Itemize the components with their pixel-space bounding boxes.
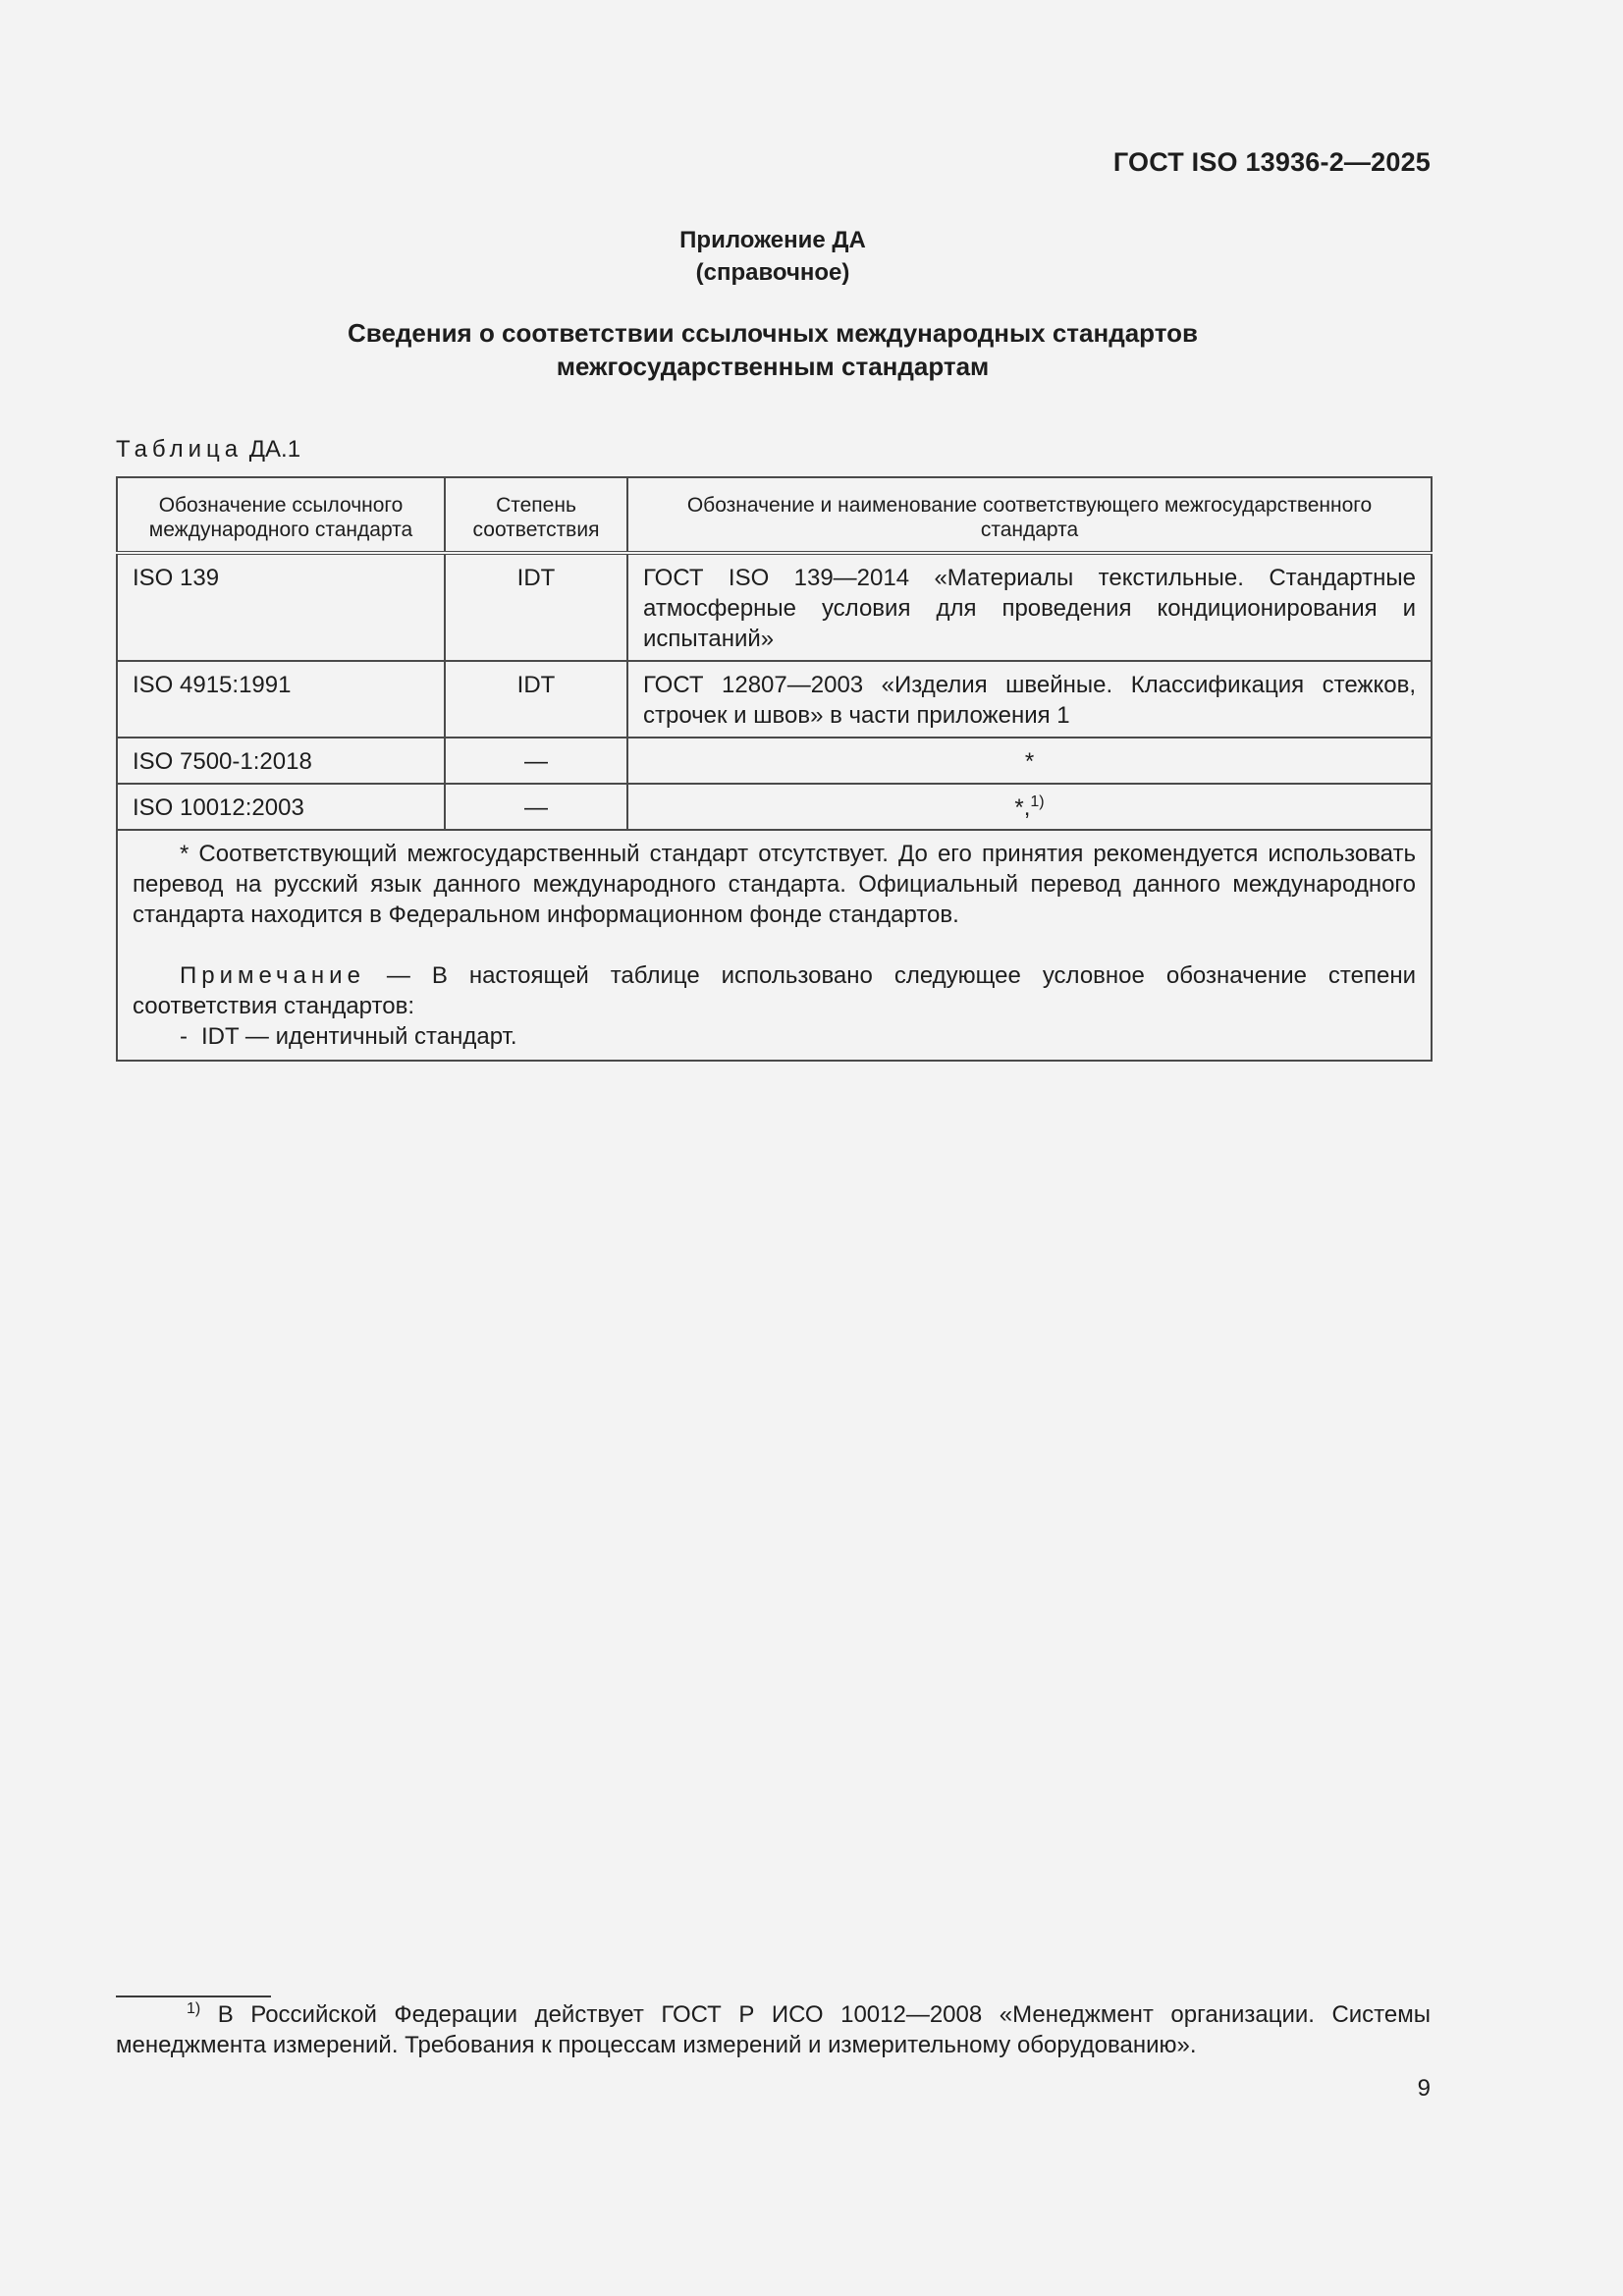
- header-international-standard: Обозначение ссылочного международного стандарта: [117, 477, 445, 553]
- cell-degree: IDT: [445, 553, 627, 661]
- section-title: [116, 316, 1430, 383]
- footnote-marker: 1): [187, 2000, 201, 2017]
- asterisk-note: * Соответствующий межгосударственный стандарт отсутствует. До его принятия рекомендуется использовать перевод на русский язык данного международного стандарта. Официальный перевод данного международного стандарта находится в Федеральном информационном фонде стандартов.: [133, 841, 1416, 928]
- cell-equivalent: ГОСТ ISO 139—2014 «Материалы текстильные. Стандартные атмосферные условия для проведения кондиционирования и испытаний»: [627, 553, 1432, 661]
- remark-label: Примечание: [180, 962, 365, 989]
- table-notes: [117, 830, 1432, 1061]
- header-degree: Степень соответствия: [445, 477, 627, 553]
- remark-text: — В настоящей таблице использовано следующее условное обозначение степени соответствия стандартов:: [133, 962, 1416, 1019]
- table-caption: [116, 436, 300, 464]
- cell-degree: —: [445, 738, 627, 784]
- appendix-heading: [116, 224, 1430, 289]
- cell-equivalent: ГОСТ 12807—2003 «Изделия швейные. Классификация стежков, строчек и швов» в части приложения 1: [627, 661, 1432, 738]
- footnote-text: В Российской Федерации действует ГОСТ Р ИСО 10012—2008 «Менеджмент организации. Системы менеджмента измерений. Требования к процессам измерений и измерительному оборудованию».: [116, 2001, 1431, 2058]
- appendix-title: Приложение ДА: [679, 227, 866, 253]
- legend-dash: -: [180, 1023, 188, 1050]
- section-title-line-1: Сведения о соответствии ссылочных международных стандартов: [348, 318, 1198, 348]
- footnote-separator: [116, 1995, 271, 1997]
- cell-standard: ISO 10012:2003: [117, 784, 445, 830]
- page-number: 9: [1417, 2075, 1431, 2102]
- table-row: [117, 784, 1432, 830]
- table-remark: [133, 960, 1416, 1021]
- cell-standard: ISO 7500-1:2018: [117, 738, 445, 784]
- cell-equivalent: *: [627, 738, 1432, 784]
- footnote: [116, 1999, 1431, 2060]
- table-caption-word: Таблица: [116, 436, 243, 463]
- cell-standard: ISO 4915:1991: [117, 661, 445, 738]
- appendix-subtitle: (справочное): [695, 259, 850, 286]
- cell-equivalent: [627, 784, 1432, 830]
- cell-degree: IDT: [445, 661, 627, 738]
- cell-standard: ISO 139: [117, 553, 445, 661]
- reference-standards-table: [116, 476, 1433, 1062]
- footnote-reference: 1): [1030, 793, 1045, 810]
- table-header-row: [117, 477, 1432, 553]
- section-title-line-2: межгосударственным стандартам: [556, 352, 990, 381]
- table-row: [117, 553, 1432, 661]
- legend-text: IDT — идентичный стандарт.: [201, 1023, 517, 1050]
- document-code: ГОСТ ISO 13936-2—2025: [1112, 147, 1431, 177]
- table-row: [117, 738, 1432, 784]
- legend-item: [133, 1021, 1416, 1052]
- table-notes-row: [117, 830, 1432, 1061]
- table-caption-number: ДА.1: [248, 436, 301, 463]
- header-interstate-standard: Обозначение и наименование соответствующего межгосударственного стандарта: [627, 477, 1432, 553]
- cell-degree: —: [445, 784, 627, 830]
- equivalent-marker: *,: [1014, 794, 1031, 821]
- table-row: [117, 661, 1432, 738]
